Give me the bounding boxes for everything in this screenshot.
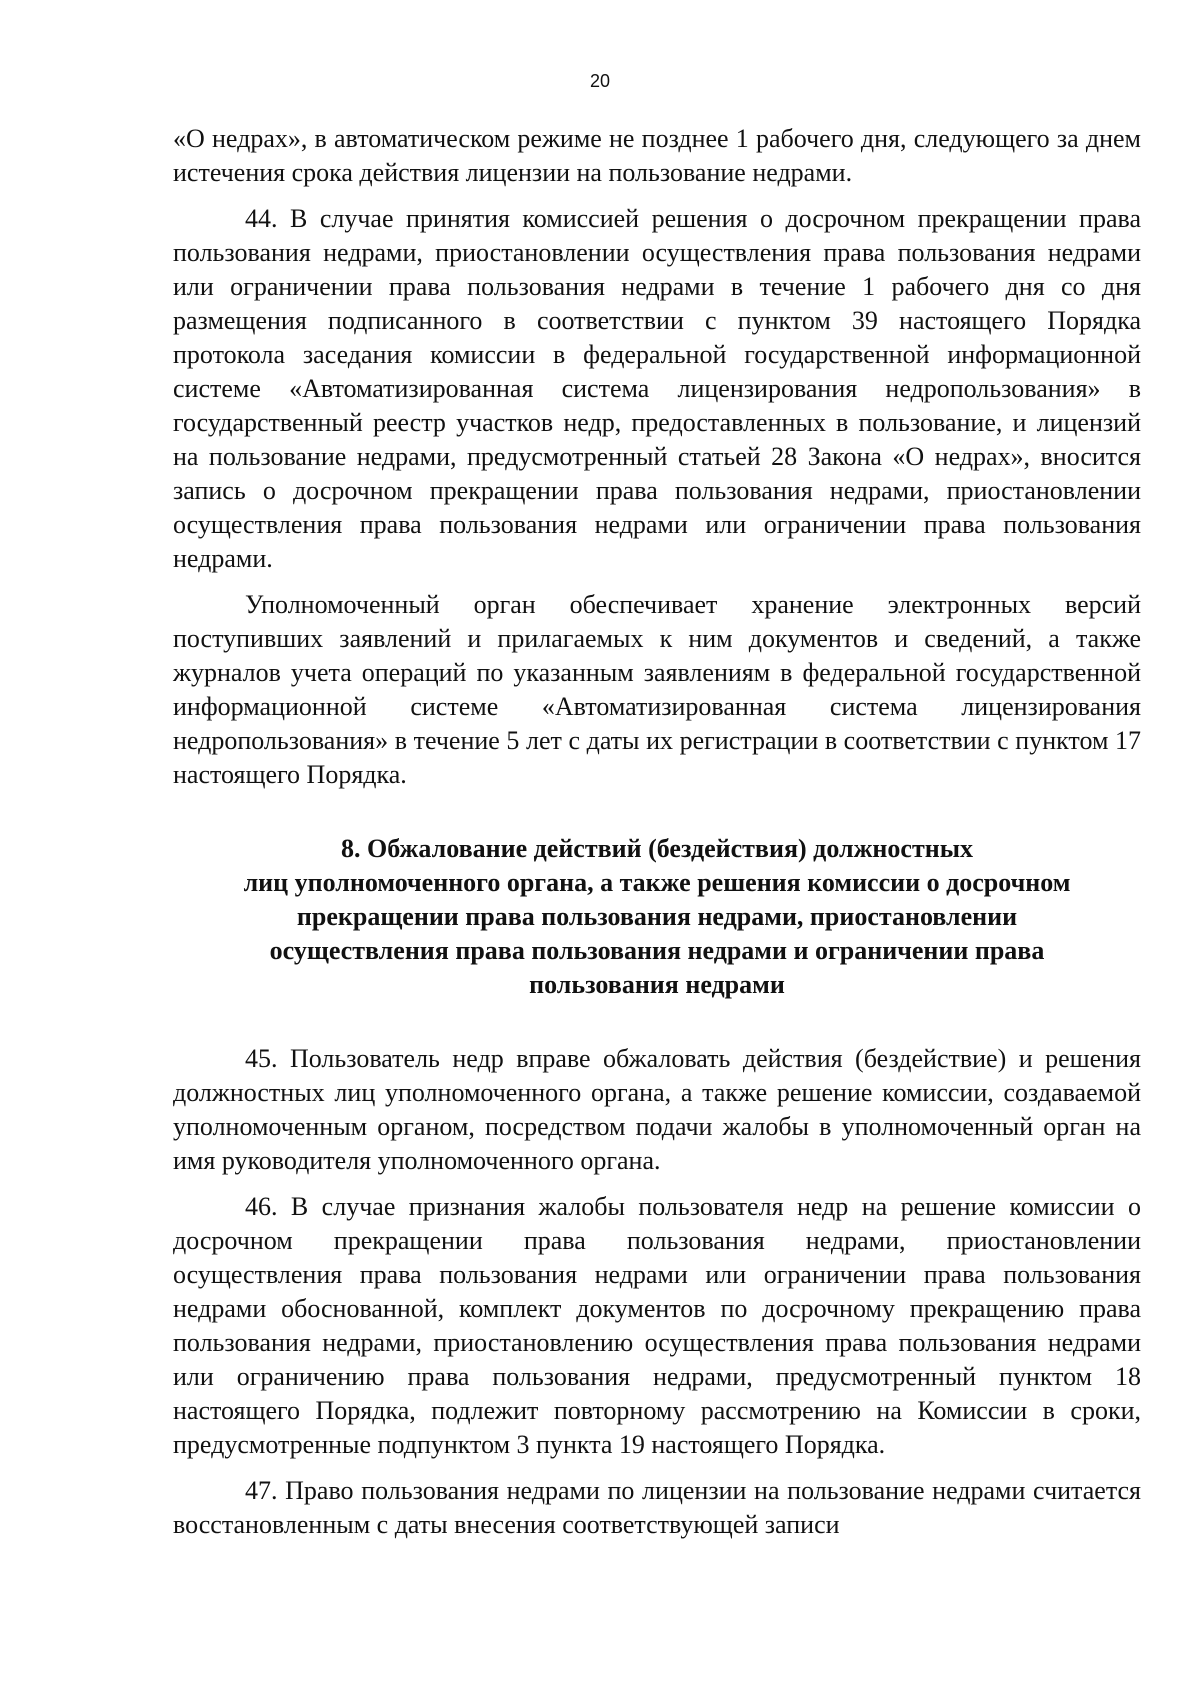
paragraph-number: 44. <box>245 204 278 233</box>
section-heading-line: прекращении права пользования недрами, приостановлении <box>296 902 1018 931</box>
paragraph-text: В случае принятия комиссией решения о досрочном прекращении права пользования недрами, приостановлении осуществления права пользования недрами или ограничении права пользования недрами в течение 1 рабочего дня со дня размещения подписанного в соответствии с пунктом 39 настоящего Порядка протокола заседания комиссии в федеральной государственной информационной системе «Автоматизированная система лицензирования недропользования» в государственный реестр участков недр, предоставленных в пользование, и лицензий на пользование недрами, предусмотренный статьей 28 Закона «О недрах», вносится запись о досрочном прекращении права пользования недрами, приостановлении осуществления права пользования недрами или ограничении права пользования недрами. <box>173 204 1141 573</box>
paragraph-text: Уполномоченный орган обеспечивает хранение электронных версий поступивших заявлений и прилагаемых к ним документов и сведений, а также журналов учета операций по указанным заявлениям в федеральной государственной информационной системе «Автоматизированная система лицензирования недропользования» в течение 5 лет с даты их регистрации в соответствии с пунктом 17 настоящего Порядка. <box>173 590 1141 789</box>
page-number: 20 <box>589 71 611 91</box>
paragraph-text: Право пользования недрами по лицензии на пользование недрами считается восстановленным с даты внесения соответствующей записи <box>173 1476 1141 1539</box>
section-heading-line: пользования недрами <box>529 970 785 999</box>
section-heading-line: осуществления права пользования недрами и ограничении права <box>269 936 1045 965</box>
paragraph-45 <box>173 1042 1141 1178</box>
paragraph-continued <box>173 122 1141 190</box>
paragraph-44 <box>173 202 1141 576</box>
paragraph-storage <box>173 588 1141 792</box>
paragraph-47 <box>173 1474 1141 1542</box>
paragraph-number: 46. <box>245 1192 278 1221</box>
document-body <box>173 122 1141 1554</box>
paragraph-46 <box>173 1190 1141 1462</box>
paragraph-text: «О недрах», в автоматическом режиме не позднее 1 рабочего дня, следующего за днем истечения срока действия лицензии на пользование недрами. <box>173 124 1141 187</box>
paragraph-number: 47. <box>245 1476 278 1505</box>
section-heading-line: лиц уполномоченного органа, а также решения комиссии о досрочном <box>243 868 1071 897</box>
paragraph-number: 45. <box>245 1044 278 1073</box>
paragraph-text: Пользователь недр вправе обжаловать действия (бездействие) и решения должностных лиц уполномоченного органа, а также решение комиссии, создаваемой уполномоченным органом, посредством подачи жалобы в уполномоченный орган на имя руководителя уполномоченного органа. <box>173 1044 1141 1175</box>
section-heading <box>173 832 1141 1002</box>
paragraph-text: В случае признания жалобы пользователя недр на решение комиссии о досрочном прекращении права пользования недрами, приостановлении осуществления права пользования недрами или ограничении права пользования недрами обоснованной, комплект документов по досрочному прекращению права пользования недрами, приостановлению осуществления права пользования недрами или ограничению права пользования недрами, предусмотренный пунктом 18 настоящего Порядка, подлежит повторному рассмотрению на Комиссии в сроки, предусмотренные подпунктом 3 пункта 19 настоящего Порядка. <box>173 1192 1141 1459</box>
section-heading-line: 8. Обжалование действий (бездействия) должностных <box>340 834 973 863</box>
